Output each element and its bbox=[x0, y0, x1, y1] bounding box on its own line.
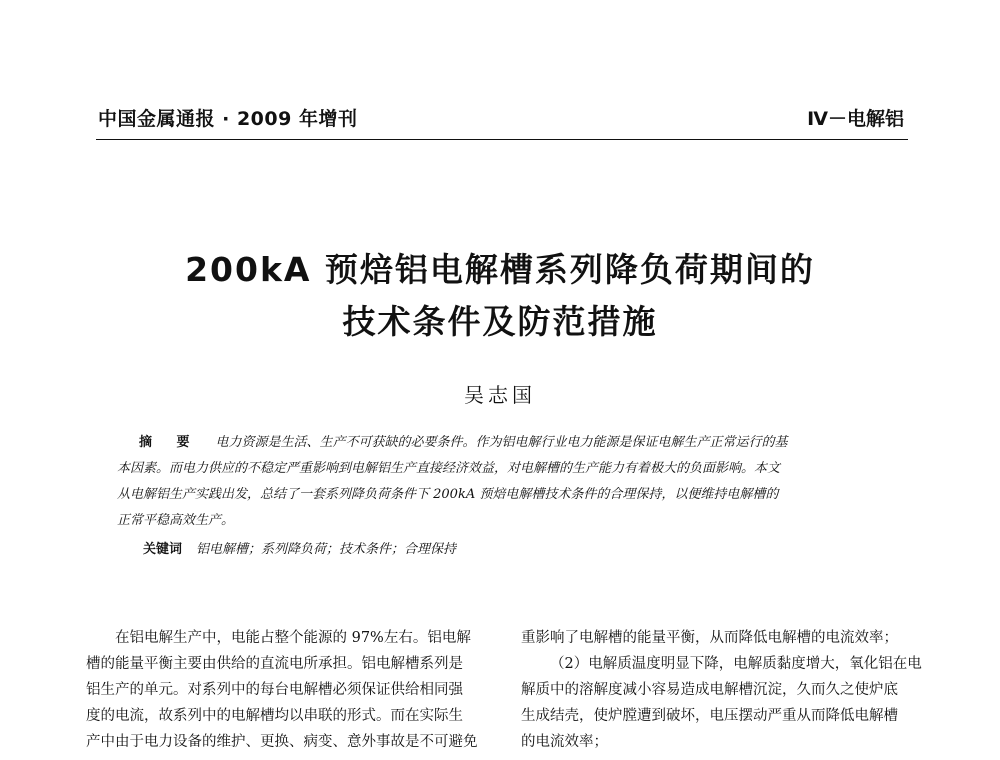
paper-title-line-2: 技术条件及防范措施 bbox=[342, 302, 658, 341]
body-line: 生成结壳，使炉膛遭到破坏，电压摆动严重从而降低电解槽 bbox=[521, 708, 898, 724]
abstract-line-2: 本因素。而电力供应的不稳定严重影响到电解铝生产直接经济效益，对电解槽的生产能力有着极大的负面影响。本文 bbox=[117, 461, 781, 476]
body-left-column bbox=[86, 625, 481, 755]
author-name: 吴志国 bbox=[464, 383, 536, 407]
body-line: 重影响了电解槽的能量平衡，从而降低电解槽的电流效率； bbox=[521, 630, 898, 646]
paper-title-line-1: 200kA 预焙铝电解槽系列降负荷期间的 bbox=[185, 250, 815, 289]
body-line: 槽的能量平衡主要由供给的直流电所承担。铝电解槽系列是 bbox=[86, 656, 463, 672]
abstract-line-4: 正常平稳高效生产。 bbox=[117, 513, 235, 528]
keywords-value: 铝电解槽；系列降负荷；技术条件；合理保持 bbox=[196, 542, 457, 557]
section-header: Ⅳ－电解铝 bbox=[807, 108, 904, 130]
abstract-line-1 bbox=[117, 430, 885, 456]
body-line: 度的电流，故系列中的电解槽均以串联的形式。而在实际生 bbox=[86, 708, 463, 724]
header-divider bbox=[96, 139, 908, 140]
body-right-column bbox=[521, 625, 922, 755]
body-line: （2）电解质温度明显下降，电解质黏度增大，氧化铝在电 bbox=[550, 656, 922, 672]
abstract bbox=[117, 430, 885, 534]
abstract-label: 摘 要 bbox=[139, 435, 200, 450]
abstract-text: 电力资源是生活、生产不可获缺的必要条件。作为铝电解行业电力能源是保证电解生产正常运行的基 bbox=[215, 435, 788, 450]
body-line: 解质中的溶解度减小容易造成电解槽沉淀，久而久之使炉底 bbox=[521, 682, 898, 698]
keywords-label: 关键词 bbox=[143, 542, 183, 557]
journal-header: 中国金属通报 · 2009 年增刊 bbox=[98, 108, 358, 130]
body-line: 铝生产的单元。对系列中的每台电解槽必须保证供给相同强 bbox=[86, 682, 463, 698]
keywords bbox=[143, 538, 456, 557]
body-line: 的电流效率； bbox=[521, 734, 608, 750]
body-line: 在铝电解生产中，电能占整个能源的 97%左右。铝电解 bbox=[115, 630, 471, 646]
abstract-line-3: 从电解铝生产实践出发，总结了一套系列降负荷条件下 200kA 预焙电解槽技术条件的合理保持，以便维持电解槽的 bbox=[117, 487, 779, 502]
body-line: 产中由于电力设备的维护、更换、病变、意外事故是不可避免 bbox=[86, 734, 478, 750]
